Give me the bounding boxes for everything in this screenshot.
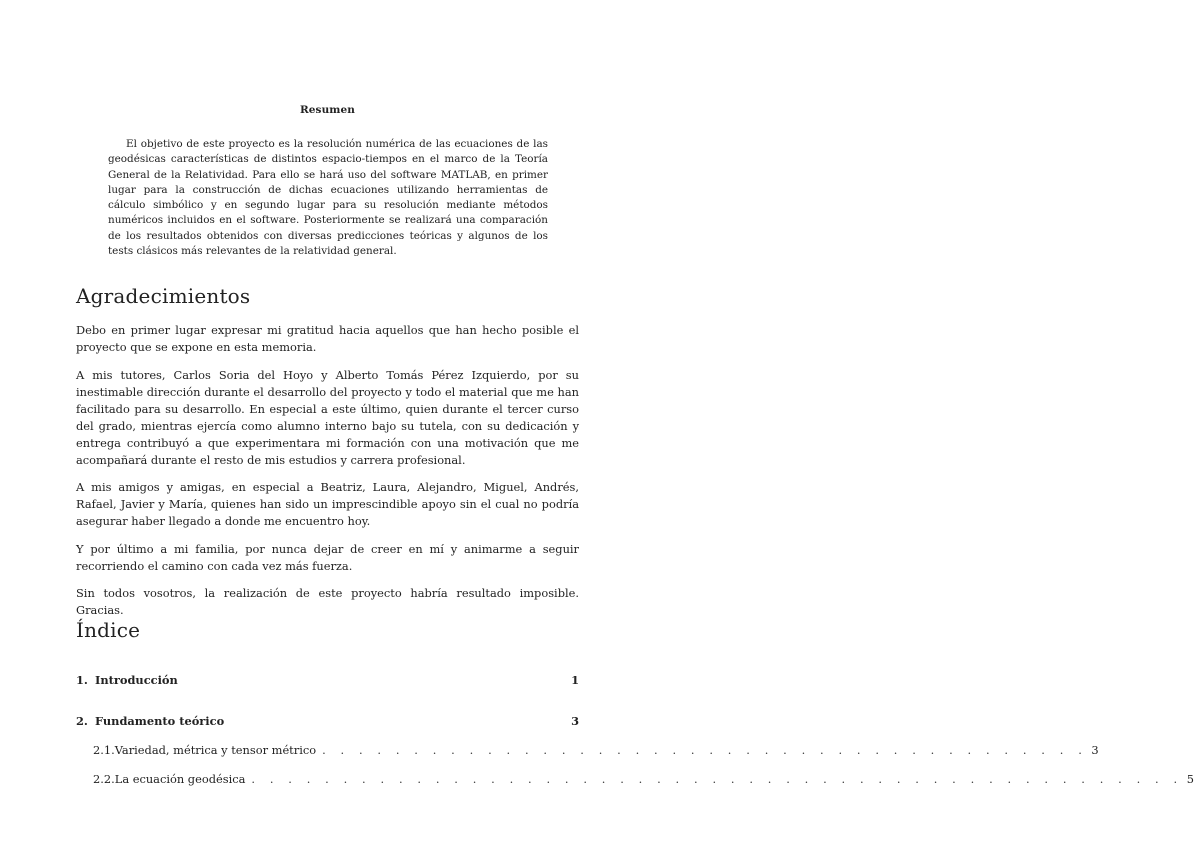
toc-entry-title: Variedad, métrica y tensor métrico bbox=[114, 743, 317, 757]
acknowledgements-body bbox=[76, 322, 579, 630]
toc-leader-dots: . . . . . . . . . . . . . . . . . . . . . . . . . . . . . . . . . . . . . . . . . . bbox=[322, 743, 1088, 757]
toc-entry-page: 3 bbox=[1091, 743, 1099, 757]
acknowledgements-paragraph: Sin todos vosotros, la realización de este proyecto habría resultado imposible. Gracias. bbox=[76, 586, 579, 617]
toc-title: Índice bbox=[76, 618, 141, 642]
acknowledgements-paragraph: Debo en primer lugar expresar mi gratitud hacia aquellos que han hecho posible el proyecto que se expone en esta memoria. bbox=[76, 323, 579, 354]
toc-entry-title: Fundamento teórico bbox=[95, 714, 225, 728]
toc-entry-variedad-metrica[interactable] bbox=[93, 743, 1099, 757]
toc-entry-title: La ecuación geodésica bbox=[114, 772, 246, 786]
acknowledgements-title: Agradecimientos bbox=[76, 284, 251, 308]
toc-entry-number: 2.1. bbox=[93, 743, 115, 757]
toc-entry-fundamento-teorico[interactable] bbox=[76, 714, 579, 728]
toc-entry-page: 5 bbox=[1186, 772, 1194, 786]
toc-entry-ecuacion-geodesica[interactable] bbox=[93, 772, 1194, 786]
acknowledgements-paragraph: A mis tutores, Carlos Soria del Hoyo y Alberto Tomás Pérez Izquierdo, por su inestimable dirección durante el desarrollo del proyecto y todo el material que me han facilitado para su desarrollo. En especial a este último, quien durante el tercer curso del grado, mientras ejercía como alumno interno bajo su tutela, con su dedicación y entrega contribuyó a que experimentara mi formación con una motivación que me acompañará durante el resto de mis estudios y carrera profesional. bbox=[76, 367, 579, 467]
toc-entry-number: 2. bbox=[76, 714, 88, 728]
toc-entry-introduccion[interactable] bbox=[76, 673, 579, 687]
toc-leader-dots: . . . . . . . . . . . . . . . . . . . . . . . . . . . . . . . . . . . . . . . . . . . . . . . . . . . bbox=[251, 772, 1183, 786]
toc-entry-page: 3 bbox=[571, 714, 579, 728]
toc-entry-number: 1. bbox=[76, 673, 88, 687]
toc-entry-page: 1 bbox=[571, 673, 579, 687]
acknowledgements-paragraph: Y por último a mi familia, por nunca dejar de creer en mí y animarme a seguir recorriendo el camino con cada vez más fuerza. bbox=[76, 541, 579, 573]
abstract-text: El objetivo de este proyecto es la resolución numérica de las ecuaciones de las geodésicas características de distintos espacio-tiempos en el marco de la Teoría General de la Relatividad. Para ello se hará uso del software MATLAB, en primer lugar para la construcción de dichas ecuaciones utilizando herramientas de cálculo simbólico y en segundo lugar para su resolución mediante métodos numéricos incluidos en el software. Posteriormente se realizará una comparación de los resultados obtenidos con diversas predicciones teóricas y algunos de los tests clásicos más relevantes de la relatividad general. bbox=[108, 138, 548, 258]
toc-entry-number: 2.2. bbox=[93, 772, 115, 786]
toc-entry-title: Introducción bbox=[95, 673, 178, 687]
abstract-title: Resumen bbox=[299, 104, 356, 116]
acknowledgements-paragraph: A mis amigos y amigas, en especial a Beatriz, Laura, Alejandro, Miguel, Andrés, Rafael, Javier y María, quienes han sido un imprescindible apoyo sin el cual no podría asegurar haber llegado a donde me encuentro hoy. bbox=[76, 480, 579, 528]
